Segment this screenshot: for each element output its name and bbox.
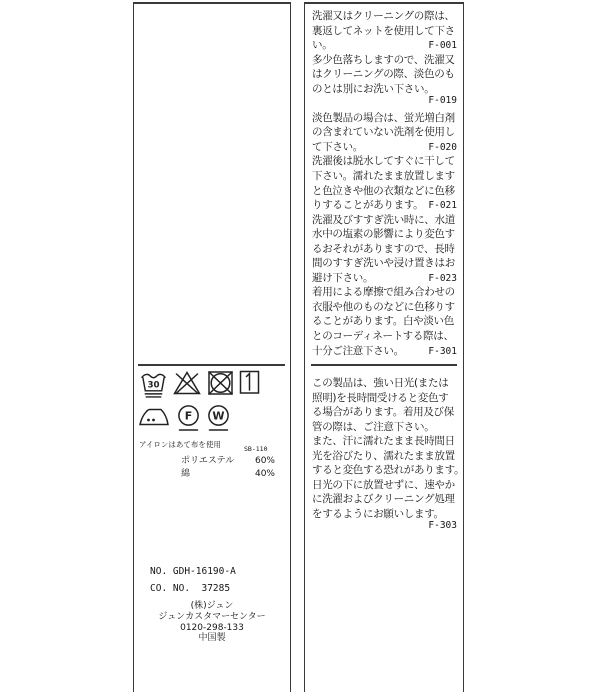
care-text-row xyxy=(312,37,459,52)
care-text-row xyxy=(312,66,459,81)
care-text-row xyxy=(312,110,459,125)
sun-text-line: 照明)を長時間受けると変色す xyxy=(312,391,449,404)
care-code: F-301 xyxy=(428,345,457,357)
care-text-row xyxy=(312,343,459,358)
dry-clean-f-mild-icon xyxy=(177,404,200,433)
sunlight-warning-text xyxy=(312,375,465,535)
care-text-line: のとは別にお洗い下さい。 xyxy=(312,82,435,95)
no-tumble-dry-icon xyxy=(207,370,234,396)
care-text-line: 淡色製品の場合は、蛍光増白剤 xyxy=(312,111,455,124)
sun-text-line: る場合があります。着用及び保 xyxy=(312,406,454,419)
care-text-line: 避け下さい。 xyxy=(312,271,374,284)
care-text-row xyxy=(312,255,459,270)
right-section-divider xyxy=(311,364,457,366)
care-text-row xyxy=(312,241,459,256)
care-text-row xyxy=(312,270,459,285)
left-care-label xyxy=(133,2,291,692)
care-text-line: 水中の塩素の影響により変色す xyxy=(312,228,455,241)
care-text-line: るおそれがありますので、長時 xyxy=(312,242,455,255)
care-text-row xyxy=(312,168,459,183)
company-info-line: ジュンカスタマーセンター xyxy=(158,611,266,622)
care-text-line: 洗濯及びすすぎ洗い時に、水道 xyxy=(312,213,455,226)
care-code: F-023 xyxy=(428,272,457,284)
care-text-row xyxy=(312,153,459,168)
care-text-line: とのコーディネートする際は、 xyxy=(312,330,454,343)
sun-text-line: この製品は、強い日光(または xyxy=(312,377,449,389)
care-text-line: はクリーニングの際、淡色のも xyxy=(312,68,455,81)
care-text-line: ることがあります。白や淡い色 xyxy=(312,315,454,328)
care-text-line: 洗濯又はクリーニングの際は、 xyxy=(312,10,455,22)
care-text-line: 多少色落ちしますので、洗濯又 xyxy=(312,53,455,66)
product-number: NO. GDH-16190-A xyxy=(150,566,236,577)
care-text-row xyxy=(312,8,459,23)
care-text-line: 衣服や他のものなどに色移りす xyxy=(312,300,455,313)
care-code: F-001 xyxy=(428,40,457,52)
sun-text-line: 光を浴びたり、濡れたまま放置 xyxy=(312,449,455,462)
sun-text-line: すると変色する恐れがあります。 xyxy=(312,464,465,477)
sun-text-row xyxy=(312,375,459,390)
care-text-row xyxy=(312,183,459,198)
care-text-line: りすることがあります。 xyxy=(312,199,424,212)
care-text-line: 十分ご注意下さい。 xyxy=(312,344,404,357)
sun-text-row xyxy=(312,433,459,448)
sun-text-row xyxy=(312,520,459,535)
sun-text-line: をするようにお願いします。 xyxy=(312,507,444,520)
care-text-line: の含まれていない洗剤を使用し xyxy=(312,126,455,139)
co-number: CO. NO. 37285 xyxy=(150,583,231,594)
care-code: F-020 xyxy=(428,141,457,153)
line-dry-icon xyxy=(239,370,260,395)
care-text-row xyxy=(312,284,459,299)
sun-text-line: また、汗に濡れたまま長時間日 xyxy=(312,435,455,448)
care-text-row xyxy=(312,23,459,38)
iron-note: アイロンはあて布を使用 xyxy=(139,440,221,449)
material-name: ポリエステル xyxy=(181,456,235,466)
sun-text-row xyxy=(312,419,459,434)
care-text-line: 着用による摩擦で組み合わせの xyxy=(312,286,455,299)
care-text-line: 間のすすぎ洗いや浸け置きはお xyxy=(312,257,455,270)
wet-clean-w-mild-icon xyxy=(207,404,230,433)
care-code: F-021 xyxy=(428,200,457,212)
iron-medium-two-dots-icon xyxy=(138,404,170,429)
care-text-line: て下さい。 xyxy=(312,140,363,153)
svg-text:F: F xyxy=(184,409,193,423)
sun-text-row xyxy=(312,506,459,521)
care-text-row xyxy=(312,299,459,314)
sun-text-row xyxy=(312,462,465,477)
care-text-line: 裏返してネットを使用して下さ xyxy=(312,24,455,37)
care-text-row xyxy=(312,328,459,343)
left-section-divider xyxy=(138,364,285,366)
sun-code: F-303 xyxy=(428,520,457,532)
company-info-line: (株)ジュン xyxy=(190,601,234,611)
sun-text-row xyxy=(312,390,459,405)
care-symbols-row-2 xyxy=(138,404,230,433)
sun-text-line: 日光の下に放置せずに、速やか xyxy=(312,478,455,491)
quality-code: SB-110 xyxy=(244,445,268,453)
care-code: F-019 xyxy=(428,95,457,107)
svg-text:30: 30 xyxy=(147,380,160,391)
care-text-row xyxy=(312,212,459,227)
no-bleach-icon xyxy=(172,370,202,396)
care-text-row xyxy=(312,81,459,96)
care-text-row xyxy=(312,124,459,139)
wash-care-text xyxy=(312,8,459,357)
care-text-line: 下さい。濡れたまま放置します xyxy=(312,170,455,183)
care-text-row xyxy=(312,95,459,110)
care-text-line: と色泣きや他の衣類などに色移 xyxy=(312,184,455,197)
sun-text-row xyxy=(312,448,459,463)
svg-text:W: W xyxy=(212,409,225,423)
sun-text-row xyxy=(312,477,459,492)
care-text-row xyxy=(312,226,459,241)
right-care-label xyxy=(304,2,464,692)
sun-text-row xyxy=(312,491,459,506)
sun-text-line: に洗濯およびクリーニング処理 xyxy=(312,493,455,506)
company-info-block xyxy=(134,601,290,644)
sun-text-line: 管の際は、ご注意下さい。 xyxy=(312,420,435,433)
care-text-row xyxy=(312,197,459,212)
care-text-row xyxy=(312,52,459,67)
wash-30-very-mild-icon xyxy=(140,370,167,400)
care-symbols-row-1 xyxy=(140,370,260,400)
care-text-row xyxy=(312,139,459,154)
care-text-line: 洗濯後は脱水してすぐに干して xyxy=(312,155,455,168)
company-info-line: 中国製 xyxy=(198,633,226,644)
composition-row xyxy=(134,468,290,481)
material-name: 綿 xyxy=(181,469,191,479)
material-percent: 40% xyxy=(254,469,275,479)
material-percent: 60% xyxy=(254,456,275,466)
company-info-line: 0120-298-133 xyxy=(180,622,244,633)
care-text-line: い。 xyxy=(312,39,333,52)
composition-table xyxy=(134,455,290,481)
sun-text-row xyxy=(312,404,459,419)
composition-row xyxy=(134,455,290,468)
care-text-row xyxy=(312,313,459,328)
